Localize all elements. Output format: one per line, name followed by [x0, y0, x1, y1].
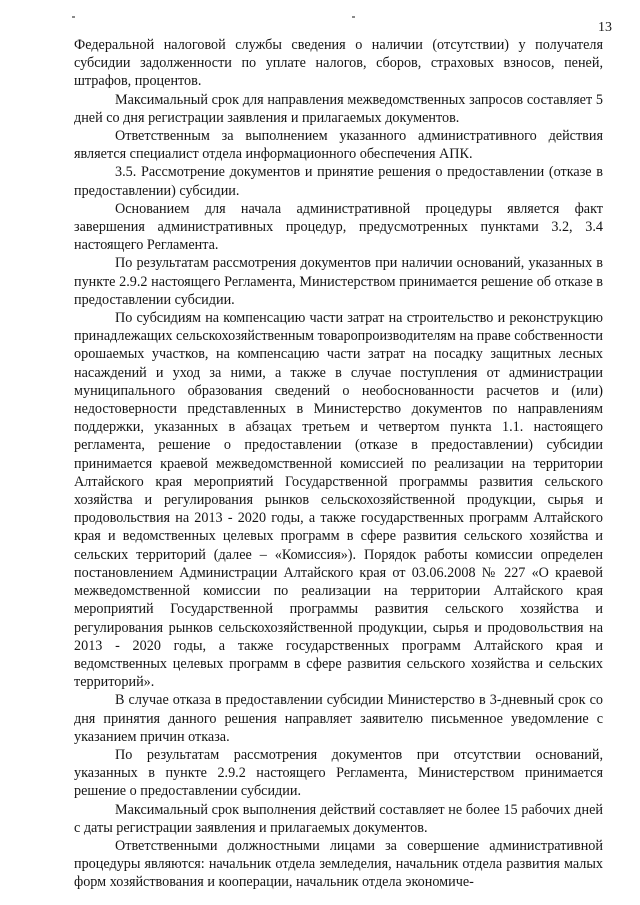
paragraph-commission: По субсидиям на компенсацию части затрат на строительство и реконструкцию принадлежащих сельскохозяйственным товаропроизводителям на праве собственности орошаемых участков, на компенсацию части затрат на посадку защитных лесных насаждений и уход за ними, а также в случае поступления от администрации муниципального образования сведений о необоснованности расчетов и (или) недостоверности представленных в Министерство документов по направлениям поддержки, указанных в абзацах третьем и четвертом пункта 1.1. настоящего регламента, решение о предоставлении (отказе в предоставлении) субсидии принимается краевой межведомственной комиссией по реализации на территории Алтайского края мероприятий Государственной программы развития сельского хозяйства и регулирования рынков сельскохозяйственной продукции, сырья и продовольствия на 2013 - 2020 годы, а также государственных программ Алтайского края и ведомственных целевых программ в сфере развития сельского хозяйства и сельских территорий (далее – «Комиссия»). Порядок работы комиссии определен постановлением Администрации Алтайского края от 03.06.2008 № 227 «О краевой межведомственной комиссии по реализации на территории Алтайского края мероприятий Государственной программы развития сельского хозяйства и регулирования рынков сельскохозяйственной продукции, сырья и продовольствия на 2013 - 2020 годы, а также государственных программ Алтайского края и ведомственных целевых программ в сфере развития сельского хозяйства и сельских территорий». [74, 310, 603, 691]
paragraph-refusal-decision: По результатам рассмотрения документов при наличии оснований, указанных в пункте 2.9.2 настоящего Регламента, Министерством принимается решение об отказе в предоставлении субсидии. [74, 255, 603, 308]
paragraph-grant-decision: По результатам рассмотрения документов при отсутствии оснований, указанных в пункте 2.9.2 настоящего Регламента, Министерством принимается решение о предоставлении субсидии. [74, 746, 603, 800]
paragraph-continuation: Федеральной налоговой службы сведения о наличии (отсутствии) у получателя субсидии задолженности по уплате налогов, сборов, страховых взносов, пеней, штрафов, процентов. [74, 37, 603, 90]
section-heading-3-5: 3.5. Рассмотрение документов и принятие решения о предоставлении (отказе в предоставлении) субсидии. [74, 164, 603, 199]
page-number: 13 [598, 20, 612, 35]
paragraph-max-duration: Максимальный срок выполнения действий составляет не более 15 рабочих дней с даты регистрации заявления и прилагаемых документов. [74, 801, 603, 836]
paragraph-responsible-specialist: Ответственным за выполнением указанного административного действия является специалист отдела информационного обеспечения АПК. [74, 128, 603, 163]
scan-artifact [72, 16, 75, 18]
document-body [74, 36, 603, 892]
paragraph-refusal-notice: В случае отказа в предоставлении субсидии Министерство в 3-дневный срок со дня принятия данного решения направляет заявителю письменное уведомление с указанием причин отказа. [74, 692, 603, 745]
paragraph-responsible-officials: Ответственными должностными лицами за совершение административной процедуры являются: начальник отдела земледелия, начальник отдела развития малых форм хозяйствования и кооперации, начальник отдела экономиче- [74, 837, 603, 891]
scan-artifact [352, 16, 355, 18]
paragraph-procedure-basis: Основанием для начала административной процедуры является факт завершения административных процедур, предусмотренных пунктами 3.2, 3.4 настоящего Регламента. [74, 200, 603, 254]
paragraph-request-deadline: Максимальный срок для направления межведомственных запросов составляет 5 дней со дня регистрации заявления и прилагаемых документов. [74, 91, 603, 126]
